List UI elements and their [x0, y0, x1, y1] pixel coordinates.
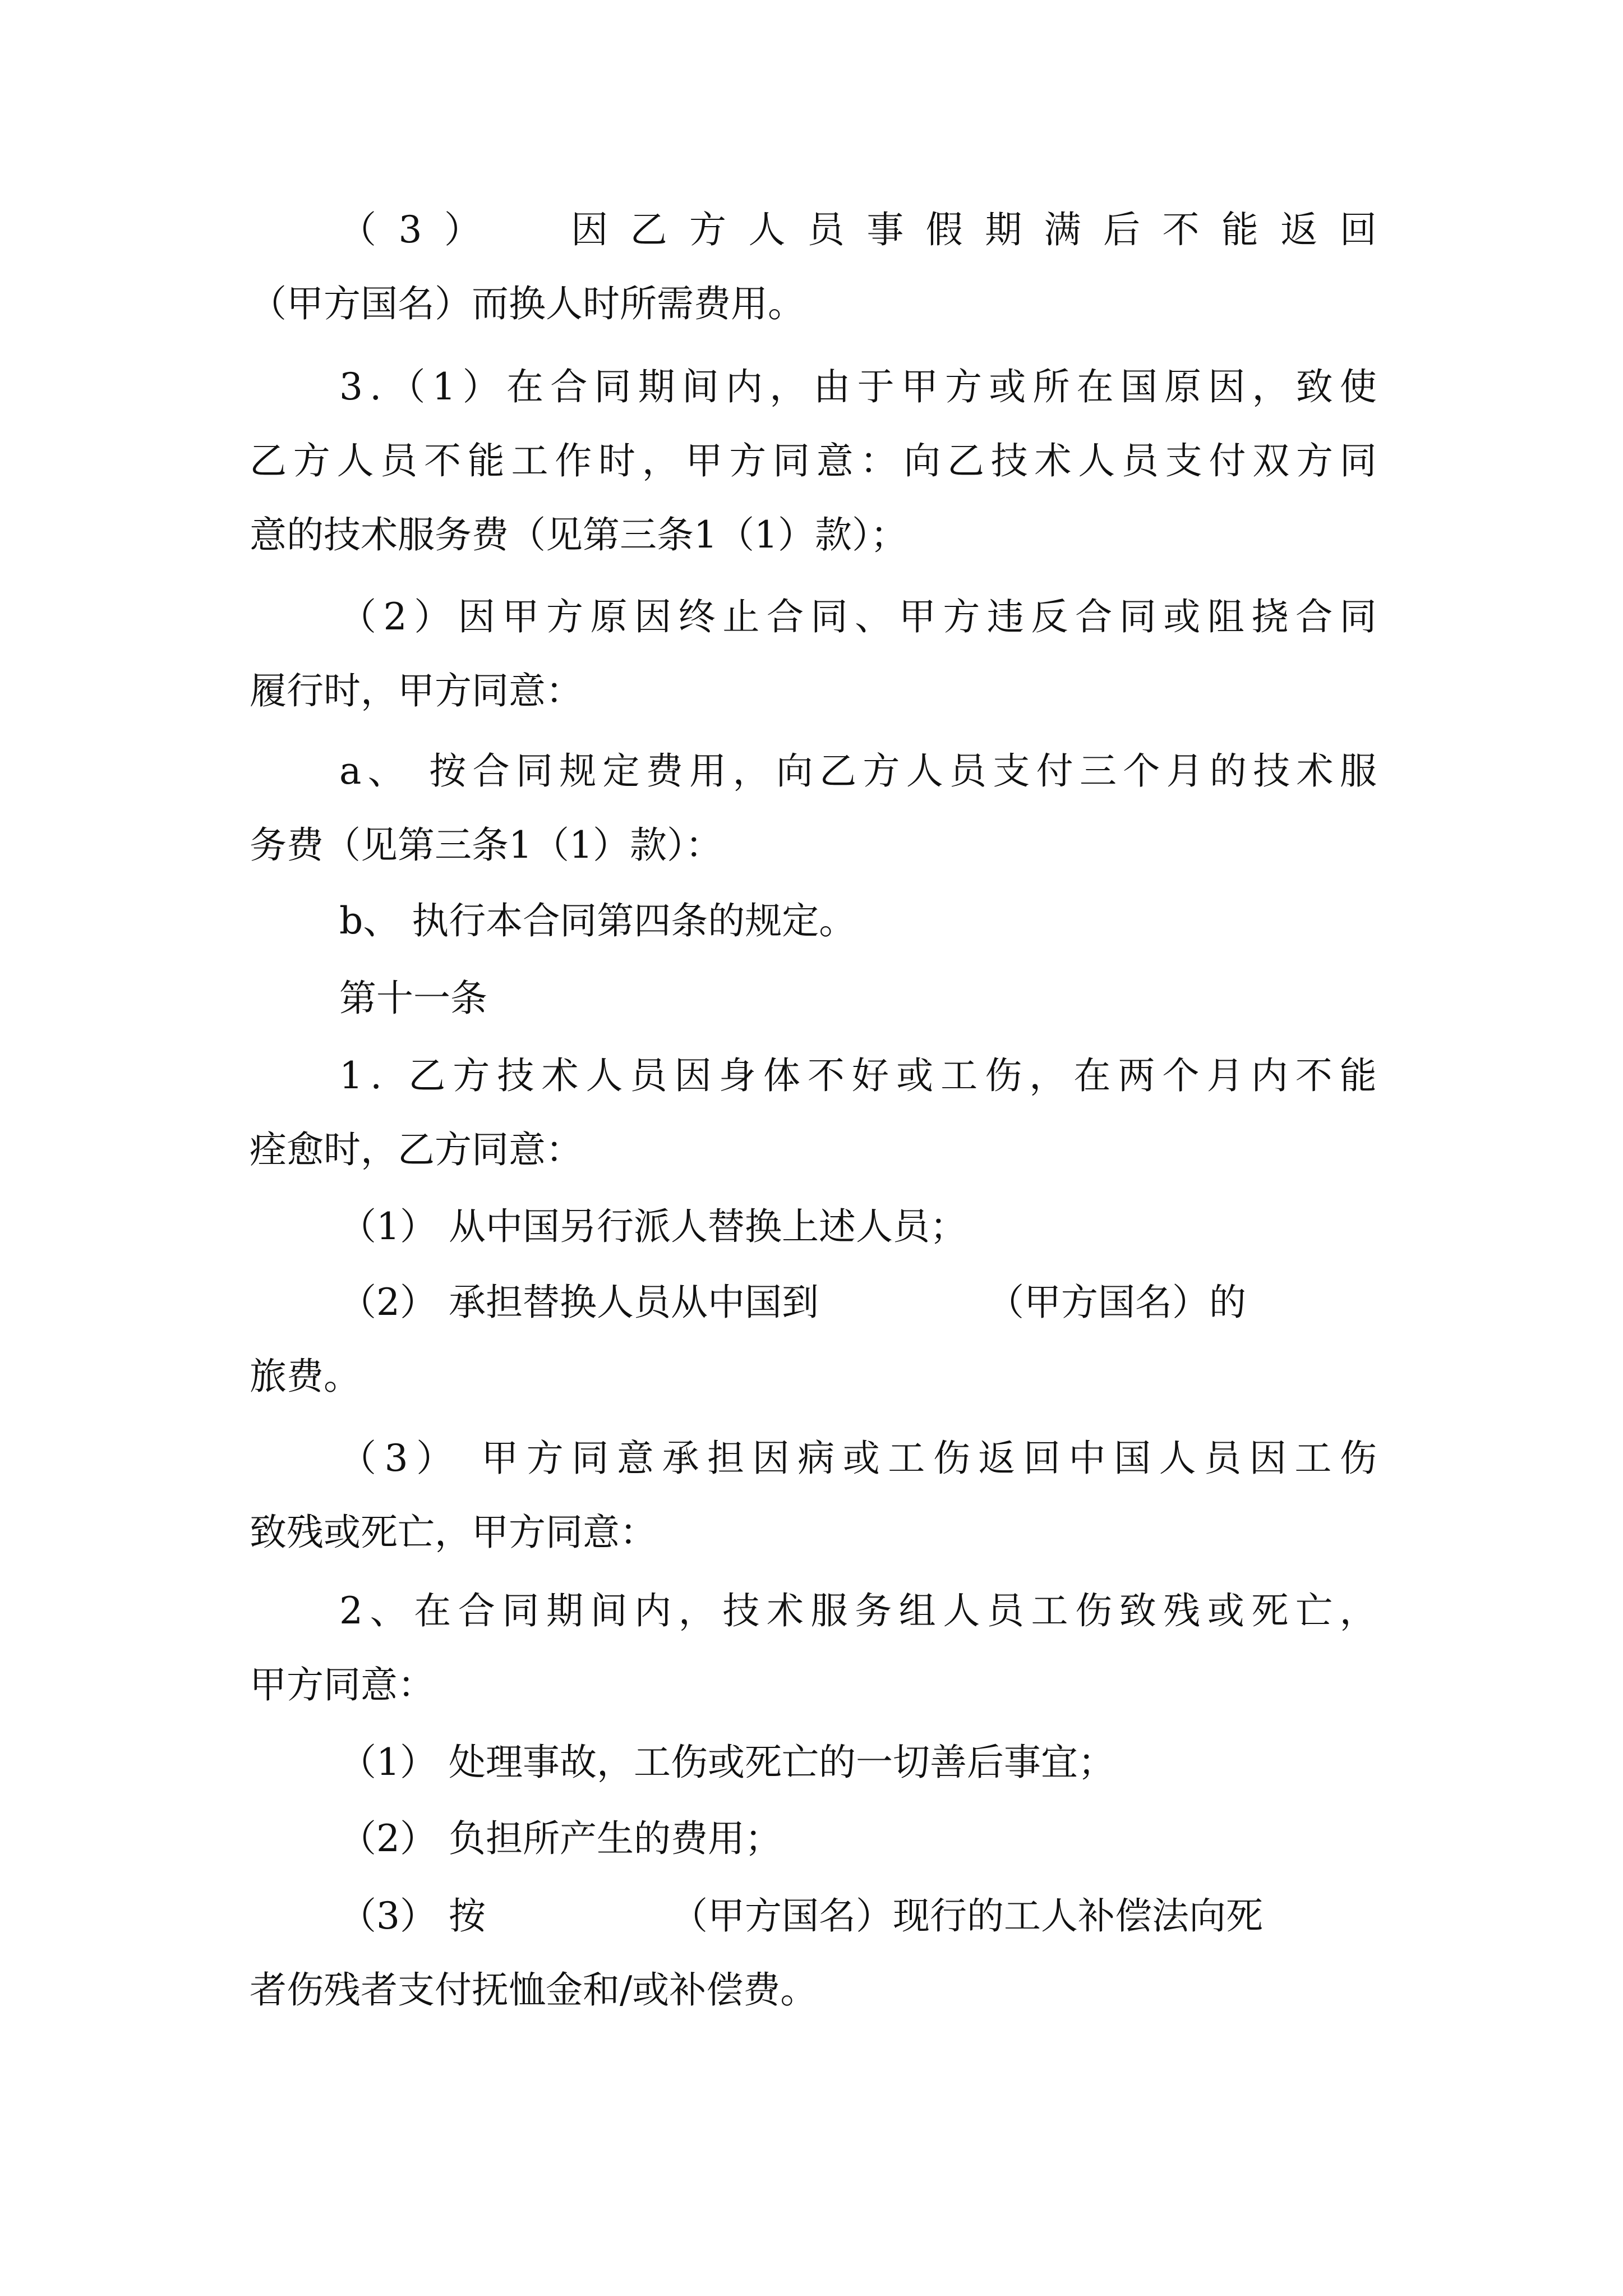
- paragraph-line: [250, 743, 1377, 799]
- line-char: 亡: [1295, 1589, 1333, 1632]
- line-char: 两: [1118, 1054, 1155, 1097]
- line-char: 阻: [1207, 595, 1244, 638]
- line-char: 不: [807, 1054, 845, 1097]
- line-char: 服: [810, 1589, 848, 1632]
- line-char: 支: [1165, 439, 1202, 482]
- line-text: （2） 承担替换人员从中国到: [339, 1281, 819, 1324]
- line-char: ，: [1252, 365, 1289, 408]
- line-char: 人: [943, 1589, 980, 1632]
- line-char: 时: [598, 439, 635, 482]
- line-char: 因: [458, 595, 495, 638]
- line-char: 因: [752, 1437, 790, 1480]
- line-char: 间: [681, 365, 719, 408]
- line-char: 3: [339, 365, 363, 408]
- line-char: 或: [1163, 595, 1201, 638]
- line-char: 2: [383, 595, 407, 638]
- line-text: 务费（见第三条1（1）款）：: [250, 823, 722, 867]
- line-char: 乙: [947, 439, 984, 482]
- line-text: 甲方同意：: [250, 1663, 435, 1706]
- line-char: [411, 743, 423, 799]
- line-char: 伤: [1075, 1589, 1113, 1632]
- line-char: 员: [986, 1589, 1024, 1632]
- line-char: 方: [945, 365, 983, 408]
- line-char: 致: [1119, 1589, 1156, 1632]
- line-char: 挠: [1251, 595, 1289, 638]
- line-char: 术: [541, 1054, 579, 1097]
- line-char: 服: [1339, 749, 1377, 793]
- paragraph-line: [250, 1888, 1377, 1944]
- line-char: 方: [863, 749, 900, 793]
- line-char: 付: [1036, 749, 1073, 793]
- line-char: 事: [866, 208, 904, 251]
- line-char: 原: [590, 595, 628, 638]
- line-char: 按: [429, 749, 467, 793]
- paragraph-line: [250, 276, 1377, 332]
- line-char: [462, 1430, 473, 1487]
- line-char: 员: [630, 1054, 667, 1097]
- line-text: （甲方国名）现行的工人补偿法向死: [670, 1894, 1263, 1938]
- paragraph-line: [250, 1811, 1377, 1867]
- line-char: 三: [1079, 749, 1117, 793]
- line-char: 人: [1078, 439, 1115, 482]
- line-char: 伤: [985, 1054, 1022, 1097]
- line-char: 方: [453, 1054, 490, 1097]
- line-char: 用: [689, 749, 727, 793]
- line-char: 同: [1119, 595, 1156, 638]
- line-text: 第十一条: [339, 977, 487, 1020]
- paragraph-line: [250, 1349, 1377, 1405]
- line-char: 国: [1114, 1437, 1151, 1480]
- line-text: 意的技术服务费（见第三条1（1）款）；: [250, 513, 907, 556]
- line-char: 费: [645, 749, 683, 793]
- line-char: 能: [467, 439, 505, 482]
- line-text: （2） 负担所产生的费用；: [339, 1817, 782, 1860]
- line-char: 3: [384, 1437, 408, 1480]
- line-char: 同: [1339, 439, 1377, 482]
- line-char: 支: [993, 749, 1030, 793]
- line-char: 反: [1031, 595, 1068, 638]
- line-char: 同: [515, 749, 553, 793]
- line-char: 同: [594, 365, 631, 408]
- line-char: （: [388, 365, 426, 408]
- line-char: 3: [398, 208, 422, 251]
- paragraph-line: [250, 202, 1377, 258]
- line-char: 工: [940, 1054, 978, 1097]
- paragraph-line: [250, 893, 1377, 949]
- line-char: ）: [414, 595, 451, 638]
- line-char: 乙: [630, 208, 667, 251]
- line-char: 好: [851, 1054, 889, 1097]
- line-char: 工: [1294, 1437, 1332, 1480]
- line-char: 承: [662, 1437, 699, 1480]
- line-char: 、: [367, 749, 405, 793]
- paragraph-line: [250, 1962, 1377, 2018]
- line-char: 或: [989, 365, 1026, 408]
- line-char: 因: [1208, 365, 1246, 408]
- line-text: （甲方国名）而换人时所需费用。: [250, 282, 805, 325]
- line-char: 能: [1221, 208, 1258, 251]
- line-text: （3） 按: [339, 1894, 486, 1938]
- line-char: 同: [502, 1589, 540, 1632]
- line-char: 不: [1162, 208, 1200, 251]
- line-char: 体: [763, 1054, 800, 1097]
- line-char: 个: [1123, 749, 1160, 793]
- line-char: [537, 202, 549, 258]
- paragraph-line: [250, 589, 1377, 645]
- paragraph-line: [250, 1504, 1377, 1561]
- line-char: 止: [722, 595, 760, 638]
- line-char: 术: [766, 1589, 804, 1632]
- line-char: 员: [1122, 439, 1159, 482]
- line-char: 员: [807, 208, 845, 251]
- line-char: 、: [370, 1589, 407, 1632]
- line-char: 同: [1339, 595, 1377, 638]
- line-char: 工: [511, 439, 548, 482]
- line-char: 合: [766, 595, 804, 638]
- line-char: ，: [1029, 1054, 1067, 1097]
- line-char: 内: [634, 1589, 672, 1632]
- line-char: 方: [943, 595, 980, 638]
- line-char: 中: [1068, 1437, 1106, 1480]
- paragraph-line: [250, 1734, 1377, 1791]
- line-char: 间: [590, 1589, 628, 1632]
- line-char: 术: [1034, 439, 1072, 482]
- line-char: 甲: [502, 595, 540, 638]
- line-char: 方: [546, 595, 583, 638]
- line-char: 或: [1207, 1589, 1244, 1632]
- line-char: 不: [424, 439, 461, 482]
- line-char: 担: [707, 1437, 745, 1480]
- line-char: 病: [797, 1437, 835, 1480]
- line-char: 后: [1103, 208, 1141, 251]
- line-char: 同: [773, 439, 810, 482]
- line-char: 规: [559, 749, 597, 793]
- line-char: 甲: [901, 365, 938, 408]
- line-char: 工: [888, 1437, 925, 1480]
- line-text: （甲方国名）的: [986, 1281, 1246, 1324]
- line-char: 或: [896, 1054, 934, 1097]
- paragraph-line: [250, 663, 1377, 719]
- line-text: 致残或死亡，甲方同意：: [250, 1511, 657, 1554]
- line-char: [389, 1048, 401, 1104]
- line-char: 月: [1206, 1054, 1244, 1097]
- line-char: 在: [506, 365, 543, 408]
- line-char: 人: [1159, 1437, 1196, 1480]
- line-char: 作: [555, 439, 592, 482]
- line-char: 同: [571, 1437, 609, 1480]
- line-char: 方: [1296, 439, 1333, 482]
- line-char: 伤: [1339, 1437, 1377, 1480]
- line-char: 工: [1031, 1589, 1068, 1632]
- line-char: 方: [729, 439, 767, 482]
- line-char: 技: [497, 1054, 534, 1097]
- line-char: 员: [1204, 1437, 1242, 1480]
- line-char: 违: [986, 595, 1024, 638]
- line-char: 甲: [685, 439, 723, 482]
- line-char: 满: [1044, 208, 1081, 251]
- line-char: 国: [1120, 365, 1158, 408]
- line-char: 的: [1209, 749, 1247, 793]
- line-char: 术: [1296, 749, 1334, 793]
- line-char: 使: [1339, 365, 1377, 408]
- line-char: 期: [638, 365, 675, 408]
- line-char: ，: [769, 365, 807, 408]
- line-text: 者伤残者支付抚恤金和/或补偿费。: [250, 1968, 818, 2012]
- line-char: 意: [816, 439, 854, 482]
- line-char: 甲: [898, 595, 936, 638]
- line-char: 人: [748, 208, 786, 251]
- paragraph-line: [250, 1274, 1377, 1331]
- line-char: 2: [339, 1589, 363, 1632]
- line-char: 意: [616, 1437, 654, 1480]
- line-char: 由: [813, 365, 851, 408]
- line-char: ）: [462, 365, 500, 408]
- line-char: 因: [674, 1054, 712, 1097]
- line-char: 合: [458, 1589, 495, 1632]
- line-char: 原: [1164, 365, 1202, 408]
- line-char: 、: [855, 595, 892, 638]
- line-char: 人: [585, 1054, 623, 1097]
- paragraph-line: [250, 1122, 1377, 1178]
- line-char: 月: [1166, 749, 1204, 793]
- paragraph-line: [250, 433, 1377, 489]
- line-char: 人: [336, 439, 374, 482]
- line-char: 在: [414, 1589, 451, 1632]
- line-char: a: [339, 749, 362, 793]
- line-char: 因: [634, 595, 672, 638]
- paragraph-line: [250, 1048, 1377, 1104]
- line-char: 内: [1251, 1054, 1288, 1097]
- line-text: b、 执行本合同第四条的规定。: [339, 899, 856, 942]
- line-char: 甲: [481, 1437, 519, 1480]
- line-char: （: [339, 208, 376, 251]
- line-char: 在: [1073, 1054, 1111, 1097]
- line-char: .: [370, 1054, 382, 1097]
- line-char: 在: [1076, 365, 1114, 408]
- line-char: 能: [1339, 1054, 1377, 1097]
- line-char: 同: [810, 595, 848, 638]
- line-char: 员: [380, 439, 418, 482]
- line-char: 残: [1163, 1589, 1201, 1632]
- line-char: 合: [1075, 595, 1113, 638]
- line-char: ，: [642, 439, 679, 482]
- line-char: 乙: [250, 439, 287, 482]
- line-char: 期: [985, 208, 1022, 251]
- line-char: （: [339, 1437, 376, 1480]
- line-char: [503, 202, 515, 258]
- line-char: 回: [1023, 1437, 1061, 1480]
- line-char: 技: [990, 439, 1028, 482]
- line-char: 员: [949, 749, 987, 793]
- line-char: 期: [546, 1589, 583, 1632]
- line-text: （1） 处理事故，工伤或死亡的一切善后事宜；: [339, 1741, 1115, 1784]
- line-char: 所: [1032, 365, 1070, 408]
- line-char: 乙: [408, 1054, 446, 1097]
- line-char: 方: [293, 439, 330, 482]
- line-char: 不: [1295, 1054, 1332, 1097]
- line-char: .: [370, 365, 382, 408]
- paragraph-line: [250, 817, 1377, 873]
- paragraph-line: [250, 507, 1377, 563]
- line-char: ）: [444, 208, 481, 251]
- line-char: 技: [722, 1589, 760, 1632]
- line-text: 旅费。: [250, 1355, 361, 1398]
- line-char: 方: [689, 208, 727, 251]
- line-char: 回: [1339, 208, 1377, 251]
- line-char: 技: [1253, 749, 1290, 793]
- line-char: 或: [842, 1437, 880, 1480]
- line-char: 定: [602, 749, 640, 793]
- article-heading: [250, 970, 1377, 1027]
- line-char: 因: [1249, 1437, 1287, 1480]
- paragraph-line: [250, 1657, 1377, 1713]
- line-char: 双: [1252, 439, 1290, 482]
- line-char: 向: [776, 749, 813, 793]
- line-char: ）: [416, 1437, 454, 1480]
- paragraph-line: [250, 359, 1377, 415]
- line-char: ，: [1339, 1589, 1377, 1632]
- line-char: 组: [898, 1589, 936, 1632]
- line-char: 返: [978, 1437, 1016, 1480]
- line-char: 合: [472, 749, 510, 793]
- paragraph-line: [250, 1430, 1377, 1487]
- line-char: ，: [678, 1589, 716, 1632]
- line-char: 合: [550, 365, 588, 408]
- line-char: 返: [1280, 208, 1318, 251]
- line-char: 终: [678, 595, 716, 638]
- line-char: 向: [903, 439, 941, 482]
- line-char: 身: [718, 1054, 756, 1097]
- line-char: ：: [860, 439, 897, 482]
- line-char: 付: [1209, 439, 1246, 482]
- line-char: （: [339, 595, 376, 638]
- line-char: 死: [1251, 1589, 1289, 1632]
- line-text: 履行时，甲方同意：: [250, 669, 583, 712]
- line-char: 乙: [819, 749, 857, 793]
- line-char: 方: [526, 1437, 564, 1480]
- line-char: 因: [571, 208, 608, 251]
- line-char: 个: [1162, 1054, 1200, 1097]
- line-char: 1: [432, 365, 456, 408]
- paragraph-line: [250, 1199, 1377, 1255]
- paragraph-line: [250, 1583, 1377, 1639]
- line-text: （1） 从中国另行派人替换上述人员；: [339, 1205, 967, 1248]
- line-char: 假: [925, 208, 963, 251]
- line-char: 1: [339, 1054, 363, 1097]
- line-char: 合: [1295, 595, 1333, 638]
- line-text: 痊愈时，乙方同意：: [250, 1128, 583, 1171]
- line-char: 于: [857, 365, 895, 408]
- line-char: ，: [732, 749, 770, 793]
- line-char: 务: [855, 1589, 892, 1632]
- line-char: 内: [726, 365, 763, 408]
- line-char: 人: [906, 749, 943, 793]
- line-char: 伤: [933, 1437, 970, 1480]
- line-char: 致: [1295, 365, 1333, 408]
